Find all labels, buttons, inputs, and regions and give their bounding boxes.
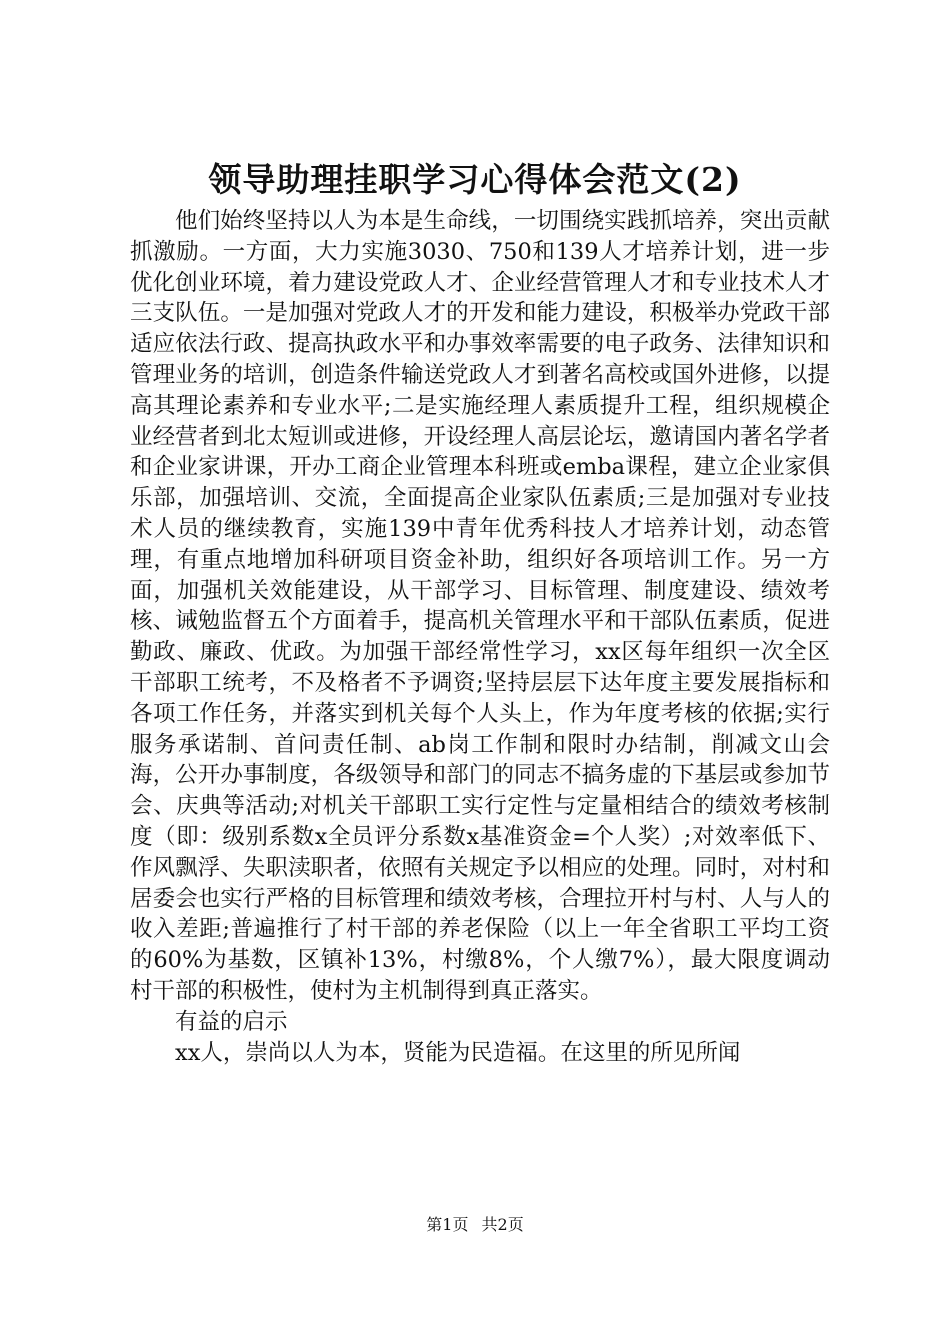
section-heading: 有益的启示 — [175, 1008, 288, 1035]
body-paragraph: xx人，崇尚以人为本，贤能为民造福。在这里的所见所闻 — [175, 1039, 741, 1066]
page-number: 第1页 — [426, 1215, 469, 1234]
document-title: 领导助理挂职学习心得体会范文(2) — [208, 160, 742, 199]
body-paragraph: 他们始终坚持以人为本是生命线，一切围绕实践抓培养，突出贡献抓激励。一方面，大力实施3030、750和139人才培养计划，进一步优化创业环境，着力建设党政人才、企业经营管理人才和专业技术人才三支队伍。一是加强对党政人才的开发和能力建设，积极举办党政干部适应依法行政、提高执政水平和办事效率需要的电子政务、法律知识和管理业务的培训，创造条件输送党政人才到著名高校或国外进修，以提高其理论素养和专业水平;二是实施经理人素质提升工程，组织规模企业经营者到北太短训或进修，开设经理人高层论坛，邀请国内著名学者和企业家讲课，开办工商企业管理本科班或emba课程，建立企业家俱乐部，加强培训、交流，全面提高企业家队伍素质;三是加强对专业技术人员的继续教育，实施139中青年优秀科技人才培养计划，动态管理，有重点地增加科研项目资金补助，组织好各项培训工作。另一方面，加强机关效能建设，从干部学习、目标管理、制度建设、绩效考核、诫勉监督五个方面着手，提高机关管理水平和干部队伍素质，促进勤政、廉政、优政。为加强干部经常性学习，xx区每年组织一次全区干部职工统考，不及格者不予调资;坚持层层下达年度主要发展指标和各项工作任务，并落实到机关每个人头上，作为年度考核的依据;实行服务承诺制、首问责任制、ab岗工作制和限时办结制，削减文山会海，公开办事制度，各级领导和部门的同志不搞务虚的下基层或参加节会、庆典等活动;对机关干部职工实行定性与定量相结合的绩效考核制度（即：级别系数x全员评分系数x基准资金=个人奖）;对效率低下、作风飘浮、失职渎职者，依照有关规定予以相应的处理。同时，对村和居委会也实行严格的目标管理和绩效考核，合理拉开村与村、人与人的收入差距;普遍推行了村干部的养老保险（以上一年全省职工平均工资的60%为基数，区镇补13%，村缴8%，个人缴7%），最大限度调动村干部的积极性，使村为主机制得到真正落实。 — [130, 208, 830, 1004]
page-total: 共2页 — [481, 1215, 524, 1234]
document-body — [130, 206, 830, 1068]
page-footer — [0, 1214, 950, 1236]
